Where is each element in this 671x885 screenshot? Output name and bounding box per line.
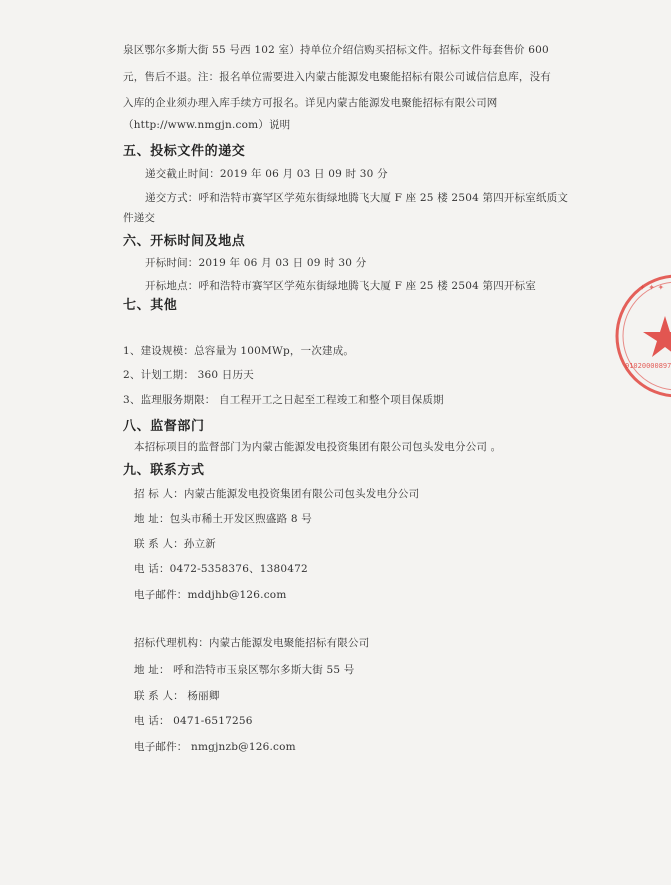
intro-line-4: （http://www.nmgjn.com）说明 bbox=[123, 119, 291, 131]
agency: 招标代理机构：内蒙古能源发电聚能招标有限公司 bbox=[134, 637, 370, 649]
section-5-heading: 五、投标文件的递交 bbox=[123, 144, 246, 159]
section-7-heading: 七、其他 bbox=[123, 298, 178, 313]
tenderer-email: 电子邮件：mddjhb@126.com bbox=[134, 589, 287, 601]
intro-line-2: 元，售后不退。注：报名单位需要进入内蒙古能源发电聚能招标有限公司诚信信息库，没有 bbox=[123, 71, 551, 83]
section-6-heading: 六、开标时间及地点 bbox=[123, 234, 246, 249]
agency-address: 地 址： 呼和浩特市玉泉区鄂尔多斯大街 55 号 bbox=[134, 664, 355, 676]
other-item-3: 3、监理服务期限： 自工程开工之日起至工程竣工和整个项目保质期 bbox=[123, 394, 444, 406]
other-item-1: 1、建设规模：总容量为 100MWp，一次建成。 bbox=[123, 345, 355, 357]
agency-email: 电子邮件： nmgjnzb@126.com bbox=[134, 741, 296, 753]
tenderer: 招 标 人：内蒙古能源发电投资集团有限公司包头发电分公司 bbox=[134, 488, 420, 500]
svg-text:01020000897: 01020000897 bbox=[625, 362, 671, 370]
section-8-heading: 八、监督部门 bbox=[123, 419, 205, 434]
agency-phone: 电 话： 0471-6517256 bbox=[134, 715, 253, 727]
other-item-2: 2、计划工期： 360 日历天 bbox=[123, 369, 254, 381]
supervision-text: 本招标项目的监督部门为内蒙古能源发电投资集团有限公司包头发电分公司 。 bbox=[134, 441, 502, 453]
section-9-heading: 九、联系方式 bbox=[123, 463, 205, 478]
intro-line-1: 泉区鄂尔多斯大街 55 号西 102 室）持单位介绍信购买招标文件。招标文件每套售价 600 bbox=[123, 44, 549, 56]
agency-contact: 联 系 人： 杨丽卿 bbox=[134, 690, 220, 702]
tenderer-contact: 联 系 人：孙立新 bbox=[134, 538, 216, 550]
opening-place: 开标地点：呼和浩特市赛罕区学苑东街绿地腾飞大厦 F 座 25 楼 2504 第四开标室 bbox=[145, 280, 536, 292]
svg-text:✦ ✦ ✦: ✦ ✦ ✦ bbox=[639, 283, 665, 292]
company-seal bbox=[615, 268, 671, 404]
submission-method-line-2: 件递交 bbox=[123, 212, 156, 224]
tenderer-phone: 电 话：0472-5358376、1380472 bbox=[134, 563, 308, 575]
submission-deadline: 递交截止时间：2019 年 06 月 03 日 09 时 30 分 bbox=[145, 168, 388, 180]
opening-time: 开标时间：2019 年 06 月 03 日 09 时 30 分 bbox=[145, 257, 367, 269]
tenderer-address: 地 址：包头市稀土开发区煦盛路 8 号 bbox=[134, 513, 312, 525]
submission-method-line-1: 递交方式：呼和浩特市赛罕区学苑东街绿地腾飞大厦 F 座 25 楼 2504 第四开标室纸质文 bbox=[145, 192, 569, 204]
intro-line-3: 入库的企业须办理入库手续方可报名。详见内蒙古能源发电聚能招标有限公司网 bbox=[123, 97, 498, 109]
